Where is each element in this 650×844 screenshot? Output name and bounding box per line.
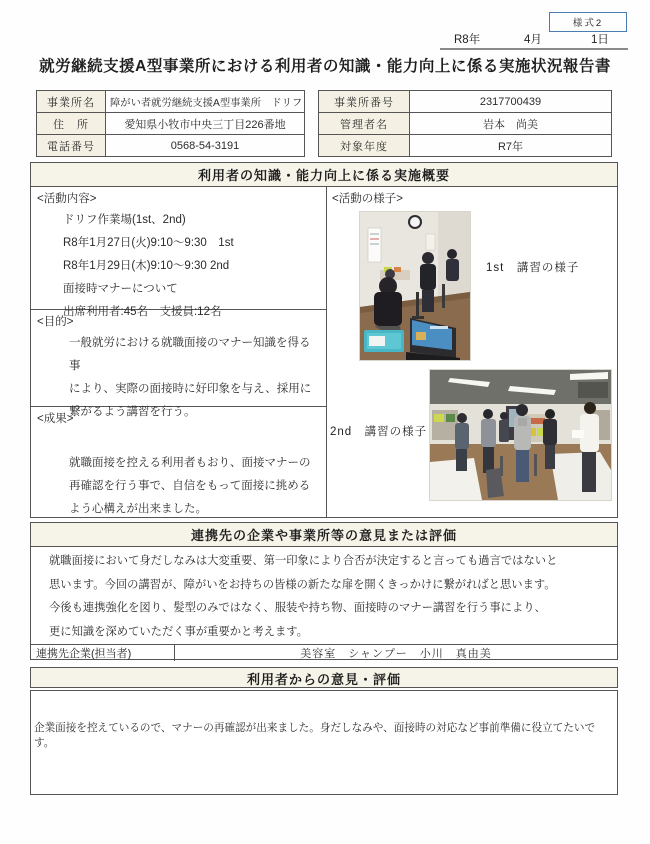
table-row <box>319 135 612 157</box>
form-code-label: 様式2 <box>572 18 604 29</box>
overview-section <box>30 162 618 518</box>
overview-left-column <box>31 187 327 517</box>
office-info-table-left <box>36 90 305 157</box>
target-year-value: R7年 <box>410 135 612 157</box>
overview-section-header: 利用者の知識・能力向上に係る実施概要 <box>31 163 617 187</box>
manager-label: 管理者名 <box>319 113 410 135</box>
results-heading: <成果> <box>37 413 74 425</box>
purpose-cell <box>31 310 326 418</box>
office-number-label: 事業所番号 <box>319 91 410 113</box>
text-line: 就職面接において身だしなみは大変重要、第一印象により合否が決定すると言っても過言ではないと <box>49 555 558 567</box>
text-line: により、実際の面接時に好印象を与え、採用に <box>69 383 312 395</box>
text-line: 更に知識を深めていただく事が重要かと考えます。 <box>49 625 308 638</box>
address-label: 住 所 <box>37 113 106 135</box>
phone-label: 電話番号 <box>37 135 106 157</box>
text-line: 思います。今回の講習が、障がいをお持ちの皆様の新たな扉を開くきっかけに繋がればと思います。 <box>49 578 556 591</box>
partner-comment <box>31 547 617 644</box>
office-name-label: 事業所名 <box>37 91 106 113</box>
text-line: 一般就労における就職面接のマナー知識を得る事 <box>69 337 311 372</box>
date-year: R8年 <box>454 34 481 46</box>
partner-company-label: 連携先企業(担当者) <box>31 645 175 661</box>
table-row <box>37 113 305 135</box>
table-row <box>37 135 305 157</box>
office-name-value: 障がい者就労継続支援A型事業所 ドリフ <box>106 91 305 113</box>
office-number-value: 2317700439 <box>410 91 612 113</box>
manager-value: 岩本 尚美 <box>410 113 612 135</box>
partner-section <box>30 522 618 660</box>
date-day: 1日 <box>591 34 609 46</box>
table-row <box>37 91 305 113</box>
activity-heading: <活動内容> <box>37 193 97 205</box>
user-feedback-body <box>30 690 618 795</box>
text-line: よう心構えが出来ました。 <box>69 503 207 515</box>
partner-footer-row <box>31 644 617 661</box>
spacer <box>37 429 320 452</box>
overview-right-column <box>327 187 617 517</box>
user-feedback-text: 企業面接を控えているので、マナーの再確認が出来ました。身だしなみや、面接時の対応など事前準備に役立てたいです。 <box>34 722 596 749</box>
text-line: ドリフ作業場(1st、2nd) <box>63 214 186 226</box>
photos-heading: <活動の様子> <box>332 193 403 205</box>
report-date <box>440 31 628 50</box>
purpose-heading: <目的> <box>37 316 74 328</box>
results-cell <box>31 407 326 523</box>
partner-section-header: 連携先の企業や事業所等の意見または評価 <box>31 523 617 547</box>
target-year-label: 対象年度 <box>319 135 410 157</box>
text-line: 今後も連携強化を図り、髪型のみではなく、服装や持ち物、面接時のマナー講習を行う事により、 <box>49 602 546 614</box>
text-line: 再確認を行う事で、自信をもって面接に挑める <box>69 480 311 492</box>
date-month: 4月 <box>524 34 542 46</box>
results-lines <box>37 452 320 521</box>
photo-1st-caption: 1st 講習の様子 <box>486 262 580 274</box>
page-title: 就労継続支援A型事業所における利用者の知識・能力向上に係る実施状況報告書 <box>39 58 611 75</box>
activity-lines <box>37 209 320 324</box>
form-code-box <box>549 12 627 32</box>
text-line: 出席利用者:45名 支援員:12名 <box>63 306 222 318</box>
photo-1st-session <box>360 212 470 360</box>
user-feedback-header: 利用者からの意見・評価 <box>30 667 618 688</box>
photo-2nd-session <box>430 370 611 500</box>
text-line: 就職面接を控える利用者もおり、面接マナーの <box>69 457 311 469</box>
text-line: R8年1月29日(木)9:10〜9:30 2nd <box>63 260 230 272</box>
activity-cell <box>31 187 326 318</box>
photo-2nd-caption: 2nd 講習の様子 <box>330 426 428 438</box>
overview-body <box>31 187 617 517</box>
text-line: 面接時マナーについて <box>63 283 178 295</box>
office-info-table-right <box>318 90 612 157</box>
partner-company-value: 美容室 シャンプー 小川 真由美 <box>300 648 492 660</box>
text-line: R8年1月27日(火)9:10〜9:30 1st <box>63 237 234 249</box>
table-row <box>319 113 612 135</box>
address-value: 愛知県小牧市中央三丁目226番地 <box>106 113 305 135</box>
phone-value: 0568-54-3191 <box>106 135 305 157</box>
text-line: 繋がるよう講習を行う。 <box>69 406 196 418</box>
table-row <box>319 91 612 113</box>
